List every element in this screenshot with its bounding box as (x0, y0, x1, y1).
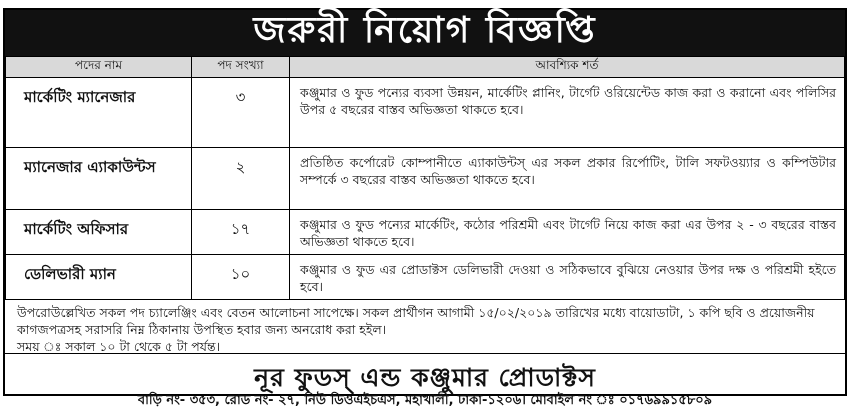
table-row (6, 255, 845, 300)
position-title: ম্যানেজার এ্যাকাউন্টস (6, 148, 192, 210)
table-row (6, 148, 845, 210)
company-address: বাড়ি নং- ৩৫৩, রোড নং- ২৭, নিউ ডিওএইচএস, মহাখালী, ঢাকা-১২০৬। মোবাইল নং ঃ ০১৭৬৯৯১৫৮০৯ (137, 393, 713, 408)
position-requirement: কঞ্জুমার ও ফুড পন্যের ব্যবসা উন্নয়ন, মার্কেটিং প্লানিং, টার্গেট ওরিয়েন্টেড কাজ করা ও করানো এবং পলিসির উপর ৫ বছরের বাস্তব অভিজ্ঞতা থাকতে হবে। (290, 78, 845, 148)
ad-header (5, 10, 845, 56)
column-header-requirement: আবশ্যিক শর্ত (290, 57, 845, 78)
column-header-count: পদ সংখ্যা (192, 57, 290, 78)
column-header-position: পদের নাম (6, 57, 192, 78)
position-requirement: প্রতিষ্ঠিত কর্পোরেট কোম্পানীতে এ্যাকাউন্টস্ এর সকল প্রকার রির্পোটিং, টালি সফটওয়্যার ও কম্পিউটার সম্পর্কে ৩ বছরের বাস্তব অভিজ্ঞতা থাকতে হবে। (290, 148, 845, 210)
table-row (6, 78, 845, 148)
application-note (5, 300, 845, 354)
position-title: ডেলিভারী ম্যান (6, 255, 192, 300)
position-title: মার্কেটিং ম্যানেজার (6, 78, 192, 148)
ad-title: জরুরী নিয়োগ বিজ্ঞপ্তি (253, 9, 597, 51)
position-count: ২ (192, 148, 290, 210)
position-requirement: কঞ্জুমার ও ফুড পন্যের মার্কেটিং, কঠোর পরিশ্রমী এবং টার্গেট নিয়ে কাজ করা এর উপর ২ - ৩ বছরের বাস্তব অভিজ্ঞতা থাকতে হবে। (290, 210, 845, 255)
application-instructions: উপরোউল্লেখিত সকল পদ চ্যালেঞ্জিং এবং বেতন আলোচনা সাপেক্ষে। সকল প্রার্থীগন আগামী ১৫/০২/২০১৯ তারিখের মধ্যে বায়োডাটা, ১ কপি ছবি ও প্রয়োজনীয় কাগজপত্রসহ সরাসরি নিম্ন ঠিকানায় উপস্থিত হবার জন্য অনরোধ করা হইল। (17, 305, 815, 337)
position-count: ১০ (192, 255, 290, 300)
job-advertisement (3, 8, 847, 408)
position-requirement: কঞ্জুমার ও ফুড এর প্রোডাক্টস ডেলিভারী দেওয়া ও সঠিকভাবে বুঝিয়ে নেওয়ার উপর দক্ষ ও পরিশ্রমী হইতে হবে। (290, 255, 845, 300)
table-row (6, 210, 845, 255)
positions-table (5, 56, 845, 300)
position-count: ৩ (192, 78, 290, 148)
position-title: মার্কেটিং অফিসার (6, 210, 192, 255)
position-count: ১৭ (192, 210, 290, 255)
office-hours: সময় ঃ সকাল ১০ টা থেকে ৫ টা পর্যন্ত। (17, 339, 221, 354)
company-name: নূর ফুডস্ এন্ড কঞ্জুমার প্রোডাক্টস (254, 363, 596, 392)
